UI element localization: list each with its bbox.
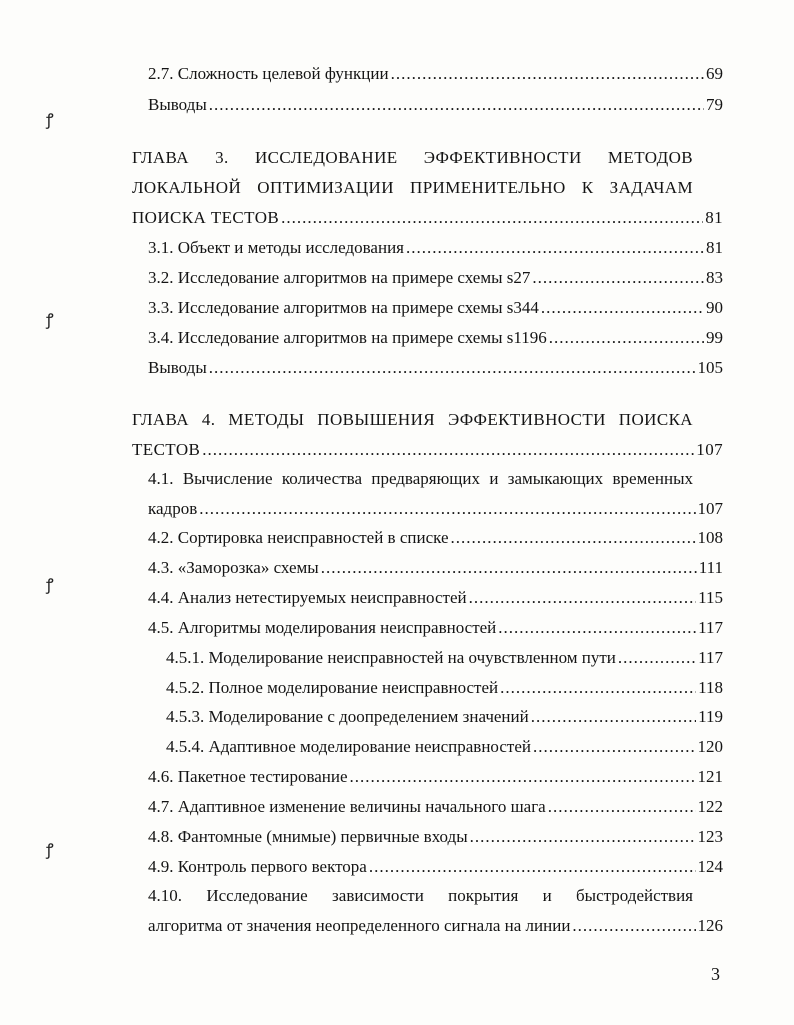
chapter-3-title-line-1: ГЛАВА 3. ИССЛЕДОВАНИЕ ЭФФЕКТИВНОСТИ МЕТОДОВ — [132, 148, 693, 167]
leader-dots — [469, 586, 697, 610]
margin-mark-4: ꝭ — [46, 840, 54, 859]
toc-entry-title: 4.5.3. Моделирование с доопределением значений — [166, 707, 529, 726]
toc-entry-title: кадров — [148, 499, 198, 518]
leader-dots — [350, 765, 696, 789]
toc-entry-4-10-line-1: 4.10. Исследование зависимости покрытия и быстродействия — [148, 886, 693, 905]
leader-dots — [321, 556, 697, 580]
toc-entry-4-8[interactable] — [148, 825, 723, 849]
toc-entry-title: ТЕСТОВ — [132, 440, 201, 459]
toc-entry-page: 107 — [696, 440, 723, 459]
toc-entry-4-5-2[interactable] — [166, 676, 723, 700]
margin-mark-3: ꝭ — [46, 575, 54, 594]
toc-entry-4-5-4[interactable] — [166, 735, 723, 759]
toc-entry-3-3[interactable] — [148, 296, 723, 320]
toc-entry-4-5-1[interactable] — [166, 646, 723, 670]
toc-entry-title: 3.1. Объект и методы исследования — [148, 238, 404, 257]
toc-entry-page: 119 — [698, 707, 723, 726]
toc-entry-page: 81 — [705, 208, 723, 227]
toc-entry-page: 105 — [697, 358, 723, 377]
margin-mark-1: ꝭ — [46, 110, 54, 129]
toc-entry-4-9[interactable] — [148, 855, 723, 879]
toc-entry-page: 90 — [706, 298, 723, 317]
toc-entry-4-5-3[interactable] — [166, 705, 723, 729]
chapter-4-title-line-1: ГЛАВА 4. МЕТОДЫ ПОВЫШЕНИЯ ЭФФЕКТИВНОСТИ ПОИСКА — [132, 410, 693, 429]
toc-entry-page: 107 — [697, 499, 723, 518]
toc-entry-title: 4.7. Адаптивное изменение величины начального шага — [148, 797, 546, 816]
toc-entry-page: 117 — [698, 618, 723, 637]
toc-entry-page: 108 — [697, 528, 723, 547]
leader-dots — [199, 497, 695, 521]
toc-entry-page: 118 — [698, 678, 723, 697]
toc-entry-title: 4.9. Контроль первого вектора — [148, 857, 367, 876]
toc-entry-title: 4.2. Сортировка неисправностей в списке — [148, 528, 449, 547]
toc-entry-page: 111 — [698, 558, 723, 577]
toc-entry-page: 124 — [697, 857, 723, 876]
leader-dots — [533, 735, 696, 759]
toc-entry-page: 115 — [698, 588, 723, 607]
toc-entry-title: 2.7. Сложность целевой функции — [148, 64, 389, 83]
leader-dots — [618, 646, 696, 670]
toc-entry-title: Выводы — [148, 358, 207, 377]
toc-entry-4-3[interactable] — [148, 556, 723, 580]
margin-mark-2: ꝭ — [46, 310, 54, 329]
toc-entry-page: 123 — [697, 827, 723, 846]
toc-entry-3-4[interactable] — [148, 326, 723, 350]
toc-entry-page: 99 — [706, 328, 723, 347]
toc-entry-chapter-3[interactable] — [132, 206, 723, 230]
toc-entry-page: 122 — [697, 797, 723, 816]
leader-dots — [209, 356, 696, 380]
toc-entry-title: 4.5. Алгоритмы моделирования неисправностей — [148, 618, 497, 637]
toc-entry-page: 79 — [706, 95, 723, 114]
leader-dots — [549, 326, 704, 350]
leader-dots — [451, 526, 696, 550]
toc-entry-4-6[interactable] — [148, 765, 723, 789]
leader-dots — [498, 616, 696, 640]
toc-entry-3-1[interactable] — [148, 236, 723, 260]
toc-entry-title: ПОИСКА ТЕСТОВ — [132, 208, 280, 227]
leader-dots — [406, 236, 704, 260]
leader-dots — [202, 438, 694, 462]
leader-dots — [548, 795, 696, 819]
toc-entry-page: 121 — [697, 767, 723, 786]
toc-entry-2-7[interactable] — [148, 62, 723, 86]
toc-entry-page: 117 — [698, 648, 723, 667]
toc-entry-4-1[interactable] — [148, 497, 723, 521]
leader-dots — [532, 266, 704, 290]
leader-dots — [281, 206, 703, 230]
toc-entry-title: 4.5.2. Полное моделирование неисправностей — [166, 678, 499, 697]
toc-entry-title: 4.5.1. Моделирование неисправностей на очувствленном пути — [166, 648, 616, 667]
toc-entry-4-2[interactable] — [148, 526, 723, 550]
toc-entry-title: 4.4. Анализ нетестируемых неисправностей — [148, 588, 467, 607]
toc-entry-title: 3.3. Исследование алгоритмов на примере схемы s344 — [148, 298, 539, 317]
leader-dots — [209, 93, 704, 117]
toc-entry-title: Выводы — [148, 95, 207, 114]
page-number: 3 — [711, 964, 720, 984]
toc-entry-title: алгоритма от значения неопределенного сигнала на линии — [148, 916, 571, 935]
toc-entry-chapter-4[interactable] — [132, 438, 723, 462]
toc-entry-3-2[interactable] — [148, 266, 723, 290]
toc-entry-page: 81 — [706, 238, 723, 257]
toc-entry-page: 126 — [697, 916, 723, 935]
chapter-3-title-line-2: ЛОКАЛЬНОЙ ОПТИМИЗАЦИИ ПРИМЕНИТЕЛЬНО К ЗАДАЧАМ — [132, 178, 693, 197]
toc-entry-conclusions-3[interactable] — [148, 356, 723, 380]
toc-entry-page: 69 — [706, 64, 723, 83]
toc-entry-page: 83 — [706, 268, 723, 287]
leader-dots — [391, 62, 704, 86]
leader-dots — [369, 855, 696, 879]
toc-entry-4-4[interactable] — [148, 586, 723, 610]
toc-entry-page: 120 — [697, 737, 723, 756]
toc-entry-title: 4.6. Пакетное тестирование — [148, 767, 348, 786]
leader-dots — [531, 705, 696, 729]
toc-entry-title: 4.5.4. Адаптивное моделирование неисправностей — [166, 737, 531, 756]
leader-dots — [572, 914, 695, 938]
toc-entry-4-7[interactable] — [148, 795, 723, 819]
toc-entry-4-1-line-1: 4.1. Вычисление количества предваряющих и замыкающих временных — [148, 469, 693, 488]
toc-entry-4-5[interactable] — [148, 616, 723, 640]
leader-dots — [500, 676, 696, 700]
toc-entry-title: 4.3. «Заморозка» схемы — [148, 558, 319, 577]
leader-dots — [470, 825, 696, 849]
toc-entry-conclusions-2[interactable] — [148, 93, 723, 117]
toc-entry-title: 4.8. Фантомные (мнимые) первичные входы — [148, 827, 468, 846]
toc-entry-title: 3.4. Исследование алгоритмов на примере схемы s1196 — [148, 328, 547, 347]
leader-dots — [541, 296, 704, 320]
toc-entry-4-10[interactable] — [148, 914, 723, 938]
toc-entry-title: 3.2. Исследование алгоритмов на примере схемы s27 — [148, 268, 531, 287]
